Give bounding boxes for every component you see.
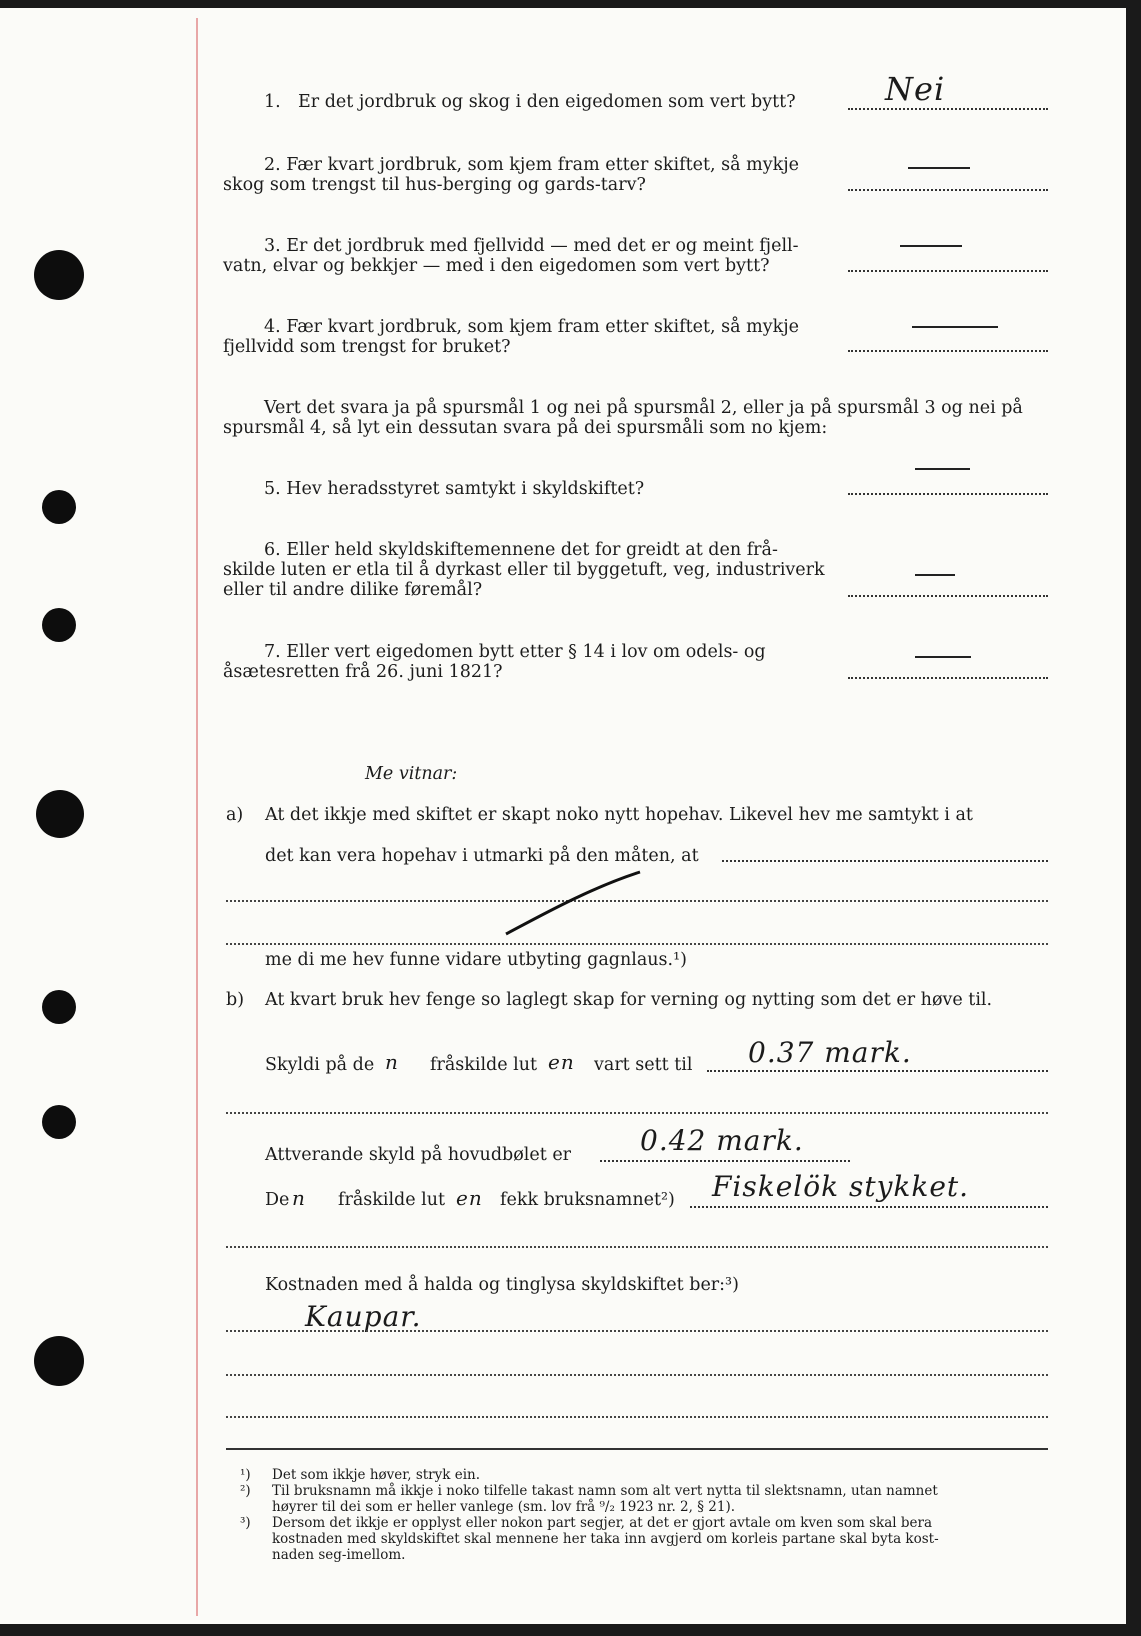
question-3-line-2: vatn, elvar og bekkjer — med i den eigedomen som vert bytt?	[223, 256, 770, 276]
footnote-3-line-1: Dersom det ikkje er opplyst eller nokon part segjer, at det er gjort avtale om kven som skal bera	[272, 1515, 933, 1531]
attverande-label: Attverande skyld på hovudbølet er	[265, 1145, 572, 1165]
question-6-line-2: skilde luten er etla til å dyrkast eller til byggetuft, veg, industriverk	[223, 560, 825, 580]
question-7-line-2: åsætesretten frå 26. juni 1821?	[223, 662, 503, 682]
item-a-line-2: det kan vera hopehav i utmarki på den måten, at	[265, 846, 699, 866]
footnote-1-mark: ¹)	[240, 1467, 251, 1483]
punch-hole	[42, 490, 76, 524]
handwritten-attverande-value: 0.42 mark.	[640, 1124, 804, 1157]
item-b-label: b)	[226, 990, 245, 1010]
question-7-line-1: 7. Eller vert eigedomen bytt etter § 14 i lov om odels- og	[264, 642, 766, 662]
question-2-line-1: 2. Fær kvart jordbruk, som kjem fram etter skiftet, så mykje	[264, 155, 799, 175]
question-3-line-1: 3. Er det jordbruk med fjellvidd — med det er og meint fjell-	[264, 236, 799, 256]
fill-line	[226, 943, 1048, 945]
footnote-rule	[226, 1448, 1048, 1450]
handwritten-suffix: n	[385, 1050, 399, 1074]
item-a-line-1: At det ikkje med skiftet er skapt noko nytt hopehav. Likevel hev me samtykt i at	[265, 805, 973, 825]
footnote-3-mark: ³)	[240, 1515, 251, 1531]
strike-through-mark	[500, 868, 645, 940]
bruksnamn-prefix: De	[265, 1190, 290, 1210]
answer-line	[848, 270, 1048, 272]
footnote-3-line-2: kostnaden med skyldskiftet skal mennene her taka inn avgjerd om korleis partane skal byta kost-	[272, 1531, 939, 1547]
fill-line	[226, 1416, 1048, 1418]
fill-line	[600, 1160, 850, 1162]
skyld-suffix: vart sett til	[594, 1055, 693, 1075]
punch-hole	[34, 250, 84, 300]
bruksnamn-mid: fråskilde lut	[338, 1190, 446, 1210]
answer-dash	[915, 574, 955, 576]
footnote-2-line-1: Til bruksnamn må ikkje i noko tilfelle takast namn som alt vert nytta til slektsnamn, utan namnet	[272, 1483, 938, 1499]
handwritten-suffix: en	[548, 1050, 575, 1074]
item-b-line-1: At kvart bruk hev fenge so laglegt skap for verning og nytting som det er høve til.	[265, 990, 993, 1010]
footnote-3-line-3: naden seg-imellom.	[272, 1547, 406, 1563]
handwritten-suffix: n	[292, 1186, 306, 1210]
answer-line	[848, 493, 1048, 495]
fill-line	[226, 1374, 1048, 1376]
kostnad-label: Kostnaden med å halda og tinglysa skyldskiftet ber:³)	[265, 1275, 739, 1295]
item-a-line-3: me di me hev funne vidare utbyting gagnlaus.¹)	[265, 950, 687, 970]
fill-line	[226, 1330, 1048, 1332]
fill-line	[707, 1070, 1048, 1072]
fill-line	[226, 1246, 1048, 1248]
answer-line	[848, 595, 1048, 597]
witness-heading: Me vitnar:	[365, 764, 458, 784]
instruction-line-1: Vert det svara ja på spursmål 1 og nei på spursmål 2, eller ja på spursmål 3 og nei på	[264, 398, 1023, 418]
question-2-line-2: skog som trengst til hus-berging og gards-tarv?	[223, 175, 646, 195]
answer-dash	[900, 245, 962, 247]
fill-line	[690, 1206, 1048, 1208]
footnote-2-line-2: høyrer til dei som er heller vanlege (sm. lov frå ⁹/₂ 1923 nr. 2, § 21).	[272, 1499, 736, 1515]
instruction-line-2: spursmål 4, så lyt ein dessutan svara på dei spursmåli som no kjem:	[223, 418, 828, 438]
punch-hole	[42, 608, 76, 642]
fill-line	[226, 1112, 1048, 1114]
answer-dash	[915, 468, 970, 470]
handwritten-bruksnamn: Fiskelök stykket.	[712, 1170, 970, 1203]
punch-hole	[42, 1105, 76, 1139]
answer-dash	[912, 326, 998, 328]
handwritten-kostnad: Kaupar.	[305, 1300, 422, 1333]
skyld-mid: fråskilde lut	[430, 1055, 538, 1075]
punch-hole	[34, 1336, 84, 1386]
answer-line	[848, 189, 1048, 191]
answer-line	[848, 108, 1048, 110]
bruksnamn-suffix: fekk bruksnamnet²)	[500, 1190, 675, 1210]
answer-line	[848, 677, 1048, 679]
margin-line	[196, 18, 198, 1616]
skyld-prefix: Skyldi på de	[265, 1055, 375, 1075]
question-1-text: Er det jordbruk og skog i den eigedomen som vert bytt?	[298, 92, 796, 112]
footnote-2-mark: ²)	[240, 1483, 251, 1499]
answer-line	[848, 350, 1048, 352]
question-1-number: 1.	[264, 92, 281, 112]
punch-hole	[36, 790, 84, 838]
handwritten-suffix: en	[456, 1186, 483, 1210]
answer-dash	[915, 656, 971, 658]
question-6-line-3: eller til andre dilike føremål?	[223, 580, 483, 600]
answer-dash	[908, 167, 970, 169]
punch-hole	[42, 990, 76, 1024]
question-6-line-1: 6. Eller held skyldskiftemennene det for greidt at den frå-	[264, 540, 778, 560]
footnote-1: Det som ikkje høver, stryk ein.	[272, 1467, 481, 1483]
handwritten-skyld-value: 0.37 mark.	[748, 1036, 912, 1069]
fill-line	[722, 860, 1048, 862]
question-5-text: 5. Hev heradsstyret samtykt i skyldskiftet?	[264, 479, 645, 499]
question-4-line-1: 4. Fær kvart jordbruk, som kjem fram etter skiftet, så mykje	[264, 317, 799, 337]
handwritten-answer-1: Nei	[885, 70, 946, 108]
item-a-label: a)	[226, 805, 244, 825]
question-4-line-2: fjellvidd som trengst for bruket?	[223, 337, 511, 357]
